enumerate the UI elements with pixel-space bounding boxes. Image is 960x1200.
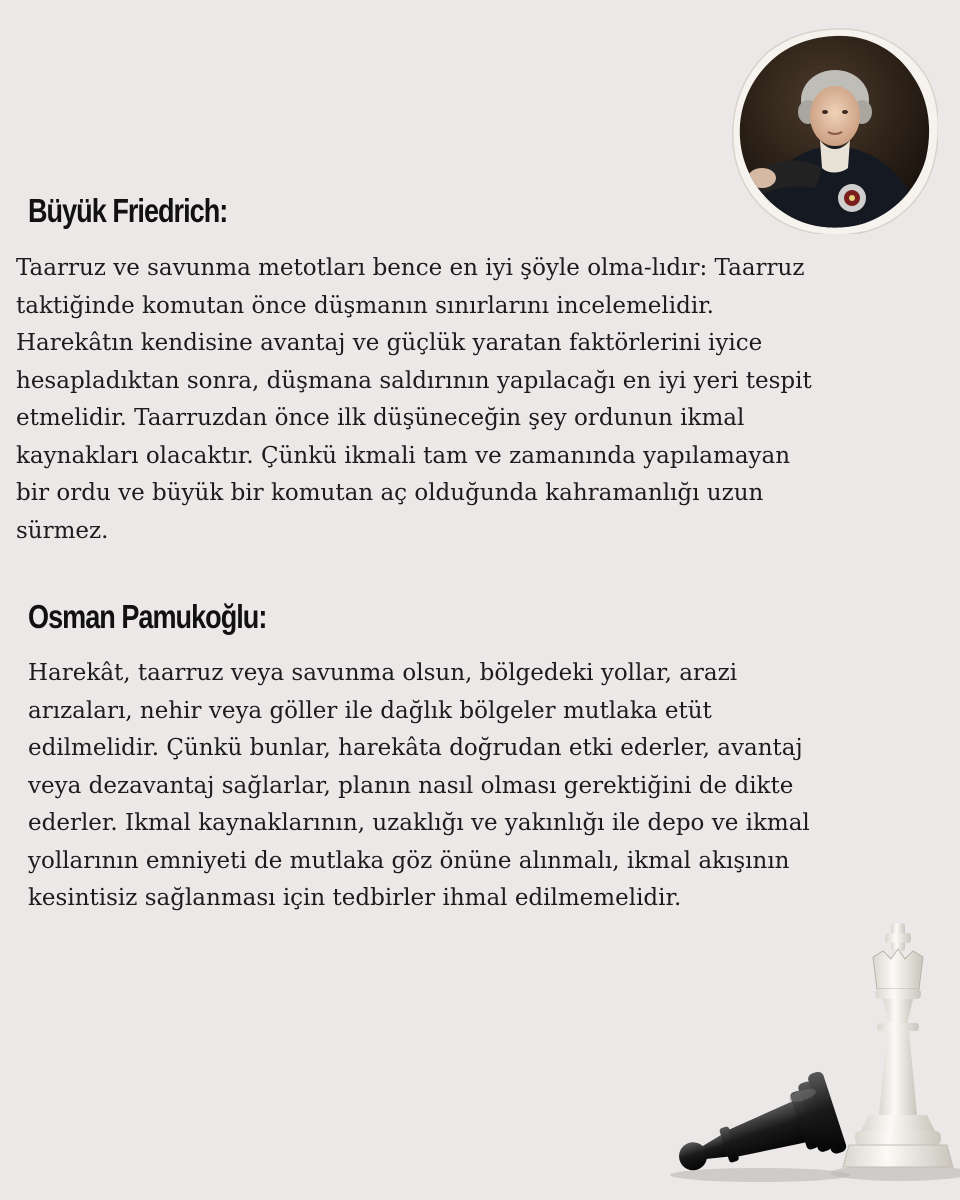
portrait-of-friedrich-icon xyxy=(732,28,938,234)
paragraph-line: edilmelidir. Çünkü bunlar, harekâta doğrudan etki ederler, avantaj xyxy=(28,735,803,761)
paragraph-line: etmelidir. Taarruzdan önce ilk düşüneceğin şey ordunun ikmal xyxy=(16,405,745,431)
section2-heading: Osman Pamukoğlu: xyxy=(28,598,267,635)
paragraph-line: kesintisiz sağlanması için tedbirler ihmal edilmemelidir. xyxy=(28,885,682,911)
paragraph-line: veya dezavantaj sağlarlar, planın nasıl olması gerektiğini de dikte xyxy=(28,772,794,799)
paragraph-line: taktiğinde komutan önce düşmanın sınırlarını incelemelidir. xyxy=(16,292,714,319)
section1-heading: Büyük Friedrich: xyxy=(28,192,228,229)
paragraph-line: sürmez. xyxy=(16,517,109,544)
paragraph-line: Harekât, taarruz veya savunma olsun, bölgedeki yollar, arazi xyxy=(28,660,738,686)
paragraph-line: hesapladıktan sonra, düşmana saldırının yapılacağı en iyi yeri tespit xyxy=(16,367,812,394)
section1-paragraph xyxy=(16,250,941,550)
section2-paragraph xyxy=(28,655,938,918)
chess-image xyxy=(655,905,960,1200)
chess-pieces-icon xyxy=(655,905,960,1200)
paragraph-line: kaynakları olacaktır. Çünkü ikmali tam ve zamanında yapılamayan xyxy=(16,442,791,469)
paragraph-line: ederler. Ikmal kaynaklarının, uzaklığı ve yakınlığı ile depo ve ikmal xyxy=(28,810,810,836)
portrait-image xyxy=(732,28,938,234)
paragraph-line: Taarruz ve savunma metotları bence en iyi şöyle olma-lıdır: Taarruz xyxy=(16,255,805,281)
paragraph-line: yollarının emniyeti de mutlaka göz önüne alınmalı, ikmal akışının xyxy=(28,847,790,874)
paragraph-line: Harekâtın kendisine avantaj ve güçlük yaratan faktörlerini iyice xyxy=(16,330,763,356)
paragraph-line: bir ordu ve büyük bir komutan aç olduğunda kahramanlığı uzun xyxy=(16,480,764,506)
paragraph-line: arızaları, nehir veya göller ile dağlık bölgeler mutlaka etüt xyxy=(28,697,712,724)
